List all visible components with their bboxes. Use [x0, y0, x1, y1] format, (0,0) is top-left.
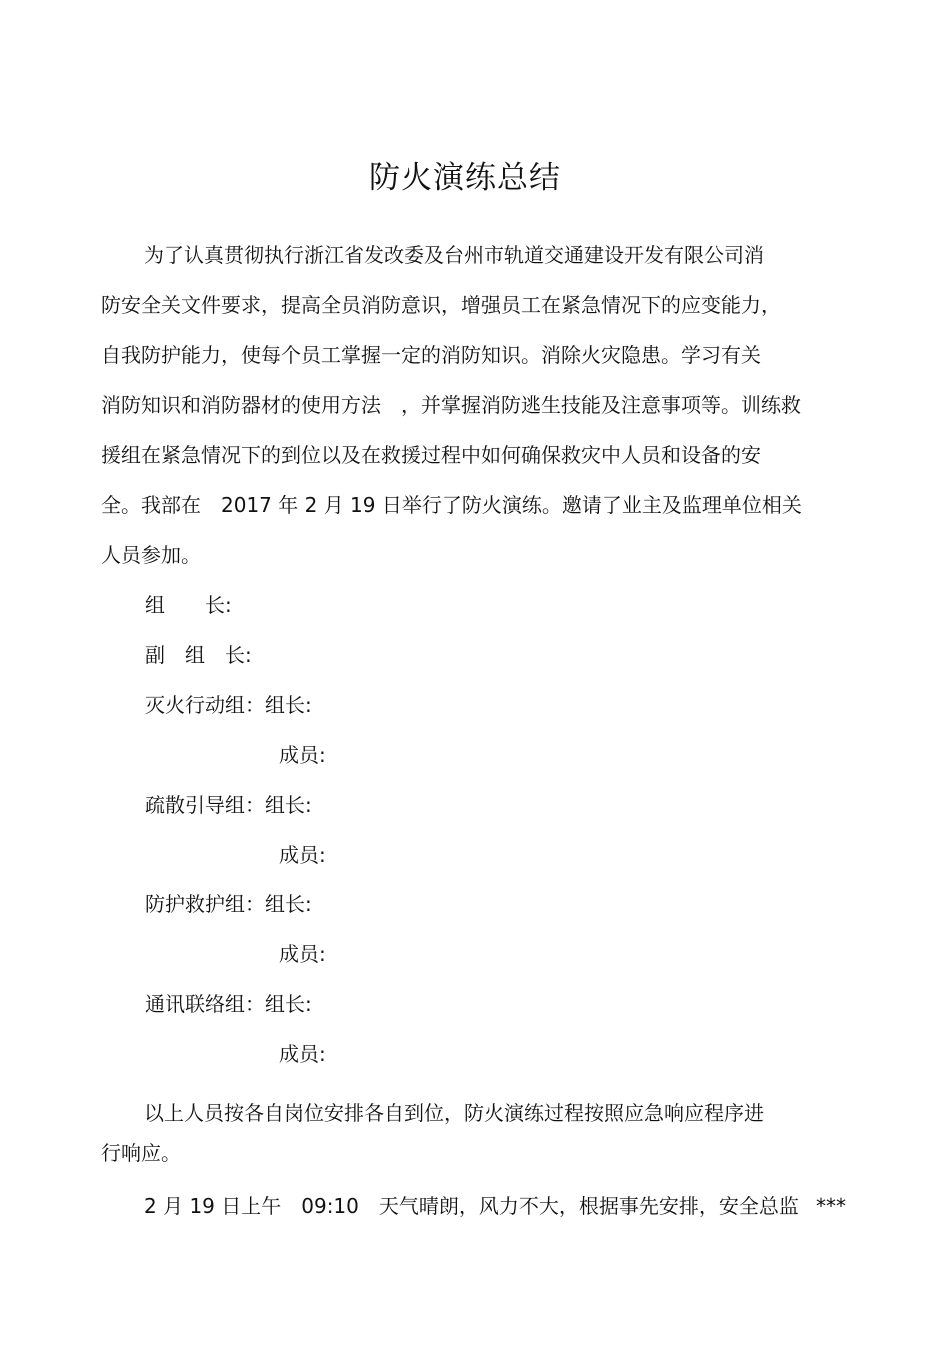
intro-line-6: 全。我部在 2017 年 2 月 19 日举行了防火演练。邀请了业主及监理单位相关 [101, 493, 802, 517]
role-comm-team-members: 成员: [279, 1042, 326, 1066]
intro-line-3: 自我防护能力，使每个员工掌握一定的消防知识。消除火灾隐患。学习有关 [101, 343, 761, 367]
role-protect-team-members: 成员: [279, 942, 326, 966]
role-evac-team: 疏散引导组：组长: [145, 793, 312, 817]
intro-line-7: 人员参加。 [101, 543, 201, 567]
document-title: 防火演练总结 [369, 160, 561, 196]
role-fire-team-members: 成员: [279, 743, 326, 767]
final-line: 2 月 19 日上午 09:10 天气晴朗，风力不大，根据事先安排，安全总监 [144, 1194, 799, 1218]
response-line-1: 以上人员按各自岗位安排各自到位，防火演练过程按照应急响应程序进 [144, 1101, 764, 1125]
intro-line-1: 为了认真贯彻执行浙江省发改委及台州市轨道交通建设开发有限公司消 [144, 243, 764, 267]
intro-line-5: 援组在紧急情况下的到位以及在救援过程中如何确保救灾中人员和设备的安 [101, 443, 761, 467]
intro-line-2: 防安全关文件要求，提高全员消防意识，增强员工在紧急情况下的应变能力， [101, 293, 781, 317]
final-line-tail: *** [816, 1194, 846, 1218]
role-leader: 组 长: [145, 593, 232, 617]
role-evac-team-members: 成员: [279, 843, 326, 867]
role-fire-team: 灭火行动组：组长: [145, 693, 312, 717]
intro-line-4: 消防知识和消防器材的使用方法 ，并掌握消防逃生技能及注意事项等。训练救 [101, 393, 801, 417]
role-comm-team: 通讯联络组：组长: [145, 992, 312, 1016]
role-protect-team: 防护救护组：组长: [145, 892, 312, 916]
role-deputy: 副 组 长: [145, 643, 252, 667]
response-line-2: 行响应。 [101, 1141, 181, 1165]
